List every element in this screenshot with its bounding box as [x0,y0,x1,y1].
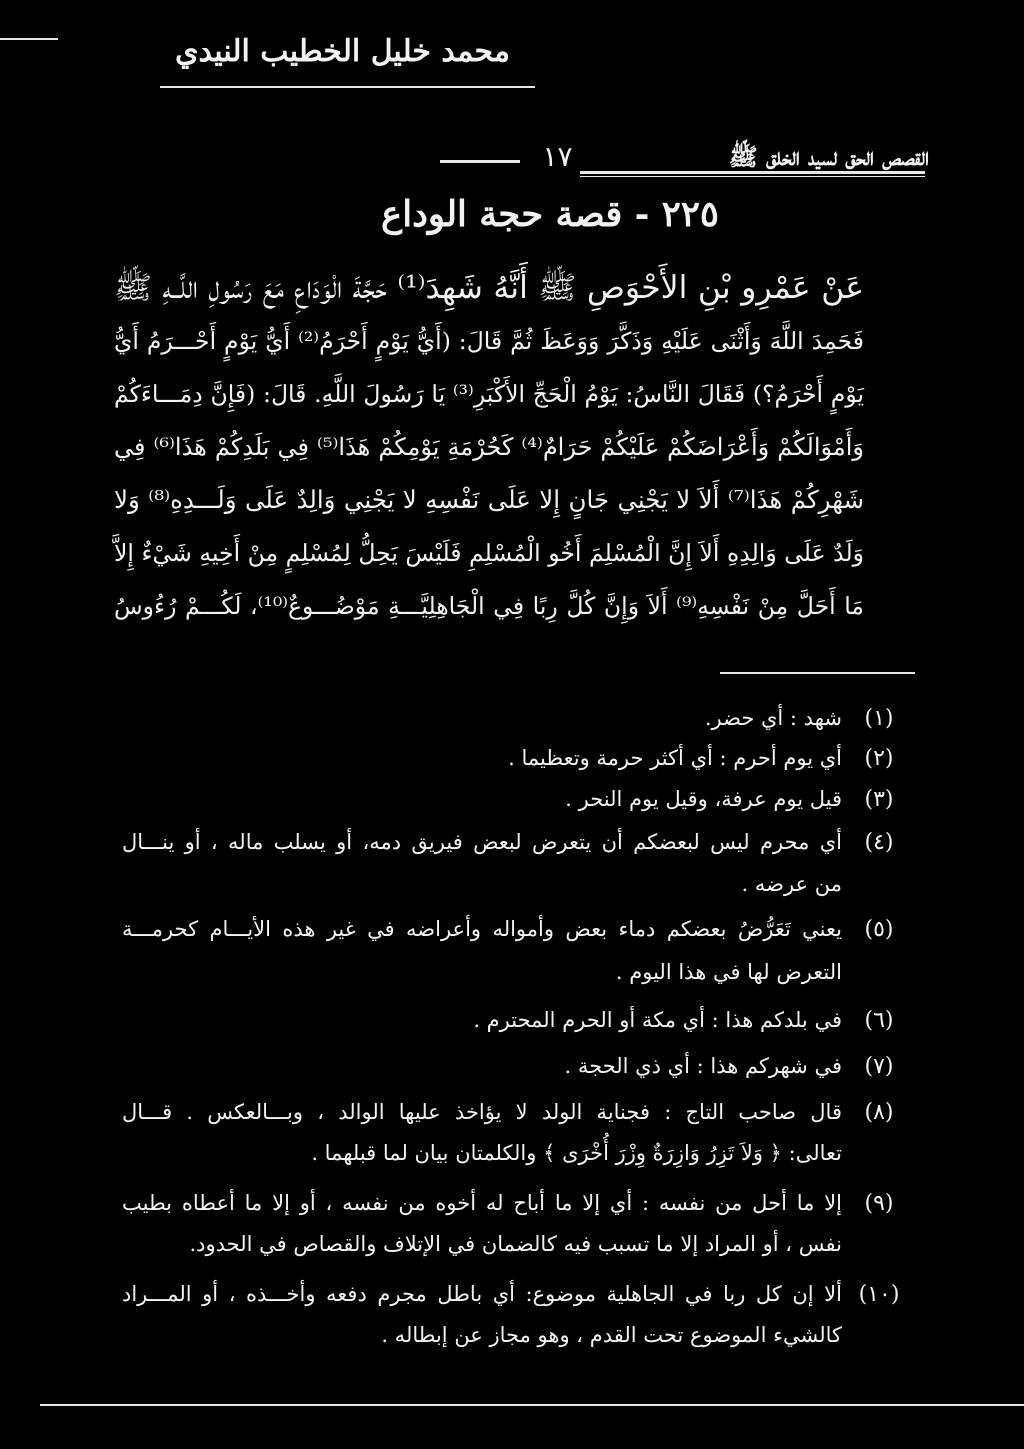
story-line: مَا أَحَلَّ مِنْ نَفْسِهِ⁽⁹⁾ أَلاَ وَإِنَّ كُلَّ رِبًا فِي الْجَاهِلِيَّـــةِ مَوْضُـــوعٌ⁽¹⁰⁾، لَكُـــمْ رُءُوسُ [114,592,864,620]
footnote-text: قيل يوم عرفة، وقيل يوم النحر . [565,787,842,811]
story-line: يَوْمٍ أَحْرَمُ؟) فَقَالَ النَّاسُ: يَوْمُ الْحَجِّ الأَكْبَرِ⁽³⁾ يَا رَسُولَ اللَّهِ. قَالَ: (فَإِنَّ دِمَـــاءَكُمْ [114,380,864,408]
footnote-number: (٥) [864,917,894,942]
footnote-text: أي محرم ليس لبعضكم أن يتعرض لبعض فيريق دمه، أو يسلب ماله ، أو ينـــال [122,830,842,854]
footnote-number: (٩) [864,1191,894,1216]
story-line: فَحَمِدَ اللَّهَ وَأَثْنَى عَلَيْهِ وَذَكَّرَ وَوَعَظَ ثُمَّ قَالَ: (أَيُّ يَوْمٍ أَحْرَمُ⁽²⁾ أَيُّ يَوْمٍ أَحْـــرَمُ أَيُّ [114,327,864,355]
footnote-text: يعني تَعَرُّضُ بعضكم دماء بعض وأمواله وأعراضه في غير هذه الأيـــام كحرمـــة [122,917,842,941]
bottom-rule [40,1404,1024,1406]
footnote-text: أي يوم أحرم : أي أكثر حرمة وتعظيما . [508,746,842,770]
footnote-continuation: التعرض لها في هذا اليوم . [615,960,842,984]
header-rule [580,171,925,174]
footnote-number: (٤) [864,830,894,855]
footnote-continuation: من عرضه . [741,872,842,896]
footnote-number: (١) [864,706,894,731]
footnote-text: شهد : أي حضر. [704,706,842,730]
footnote-text: قال صاحب التاج : فجناية الولد لا يؤاخذ عليها الوالد ، وبـــالعكس . قـــال [122,1100,842,1124]
footnote-text: ألا إن كل ربا في الجاهلية موضوع: أي باطل مجرم دفعه وأخـــذه ، أو المـــراد [122,1282,842,1306]
chapter-divider [440,160,520,163]
footnote-number: (٦) [864,1008,894,1033]
chapter-title: القصص الحق لسيد الخلق ﷺ [728,142,929,171]
story-line: وَأَمْوَالَكُمْ وَأَعْرَاضَكُمْ عَلَيْكُمْ حَرَامٌ⁽⁴⁾ كَحُرْمَةِ يَوْمِكُمْ هَذَا⁽⁵⁾ فِي بَلَدِكُمْ هَذَا⁽⁶⁾ فِي [114,433,865,461]
footnote-number: (٨) [864,1100,894,1125]
story-line: وَلَدٌ عَلَى وَالِدِهِ أَلاَ إِنَّ الْمُسْلِمَ أَخُو الْمُسْلِمِ فَلَيْسَ يَحِلُّ لِمُسْلِمٍ مِنْ أَخِيهِ شَيْءٌ إِلاَّ [114,539,864,567]
author-underline [160,86,535,88]
footnote-continuation: تعالى: ﴿ وَلاَ تَزِرُ وَازِرَةٌ وِزْرَ أُخْرَى ﴾ والكلمتان بيان لما قبلهما . [311,1141,842,1165]
footnote-number: (٣) [864,787,894,812]
footnote-text: في شهركم هذا : أي ذي الحجة . [564,1054,842,1078]
header-rule-thin [580,176,925,177]
footnote-separator [720,672,915,674]
story-title: ٢٢٥ - قصة حجة الوداع [381,194,719,235]
footnote-number: (٢) [864,746,894,771]
footnote-continuation: نفس ، أو المراد إلا ما تسبب فيه كالضمان في الإتلاف والقصاص في الحدود. [189,1232,842,1256]
page-number: ١٧ [542,140,573,173]
story-line: شَهْرِكُمْ هَذَا⁽⁷⁾ أَلاَ لا يَجْنِي جَانٍ إِلا عَلَى نَفْسِهِ لا يَجْنِي وَالِدٌ عَلَى وَلَـــدِهِ⁽⁸⁾ وَلا [114,485,865,514]
story-line: عَنْ عَمْرِو بْنِ الأَحْوَصِ ﷺ أَنَّهُ شَهِدَ⁽¹⁾ حَجَّةَ الْوَدَاعِ مَعَ رَسُولِ اللَّــهِ ﷺ [114,270,864,306]
author-name: محمد خليل الخطيب النيدي [175,34,510,69]
footnote-number: (٧) [864,1054,894,1079]
footnote-number: (١٠) [858,1282,900,1307]
footnote-text: إلا ما أحل من نفسه : أي إلا ما أباح له أخوه من نفسه ، أو إلا ما أعطاه بطيب [122,1191,842,1215]
footnote-text: في بلدكم هذا : أي مكة أو الحرم المحترم . [473,1008,842,1032]
top-left-line [0,38,58,40]
footnote-continuation: كالشيء الموضوع تحت القدم ، وهو مجاز عن إبطاله . [381,1323,842,1347]
